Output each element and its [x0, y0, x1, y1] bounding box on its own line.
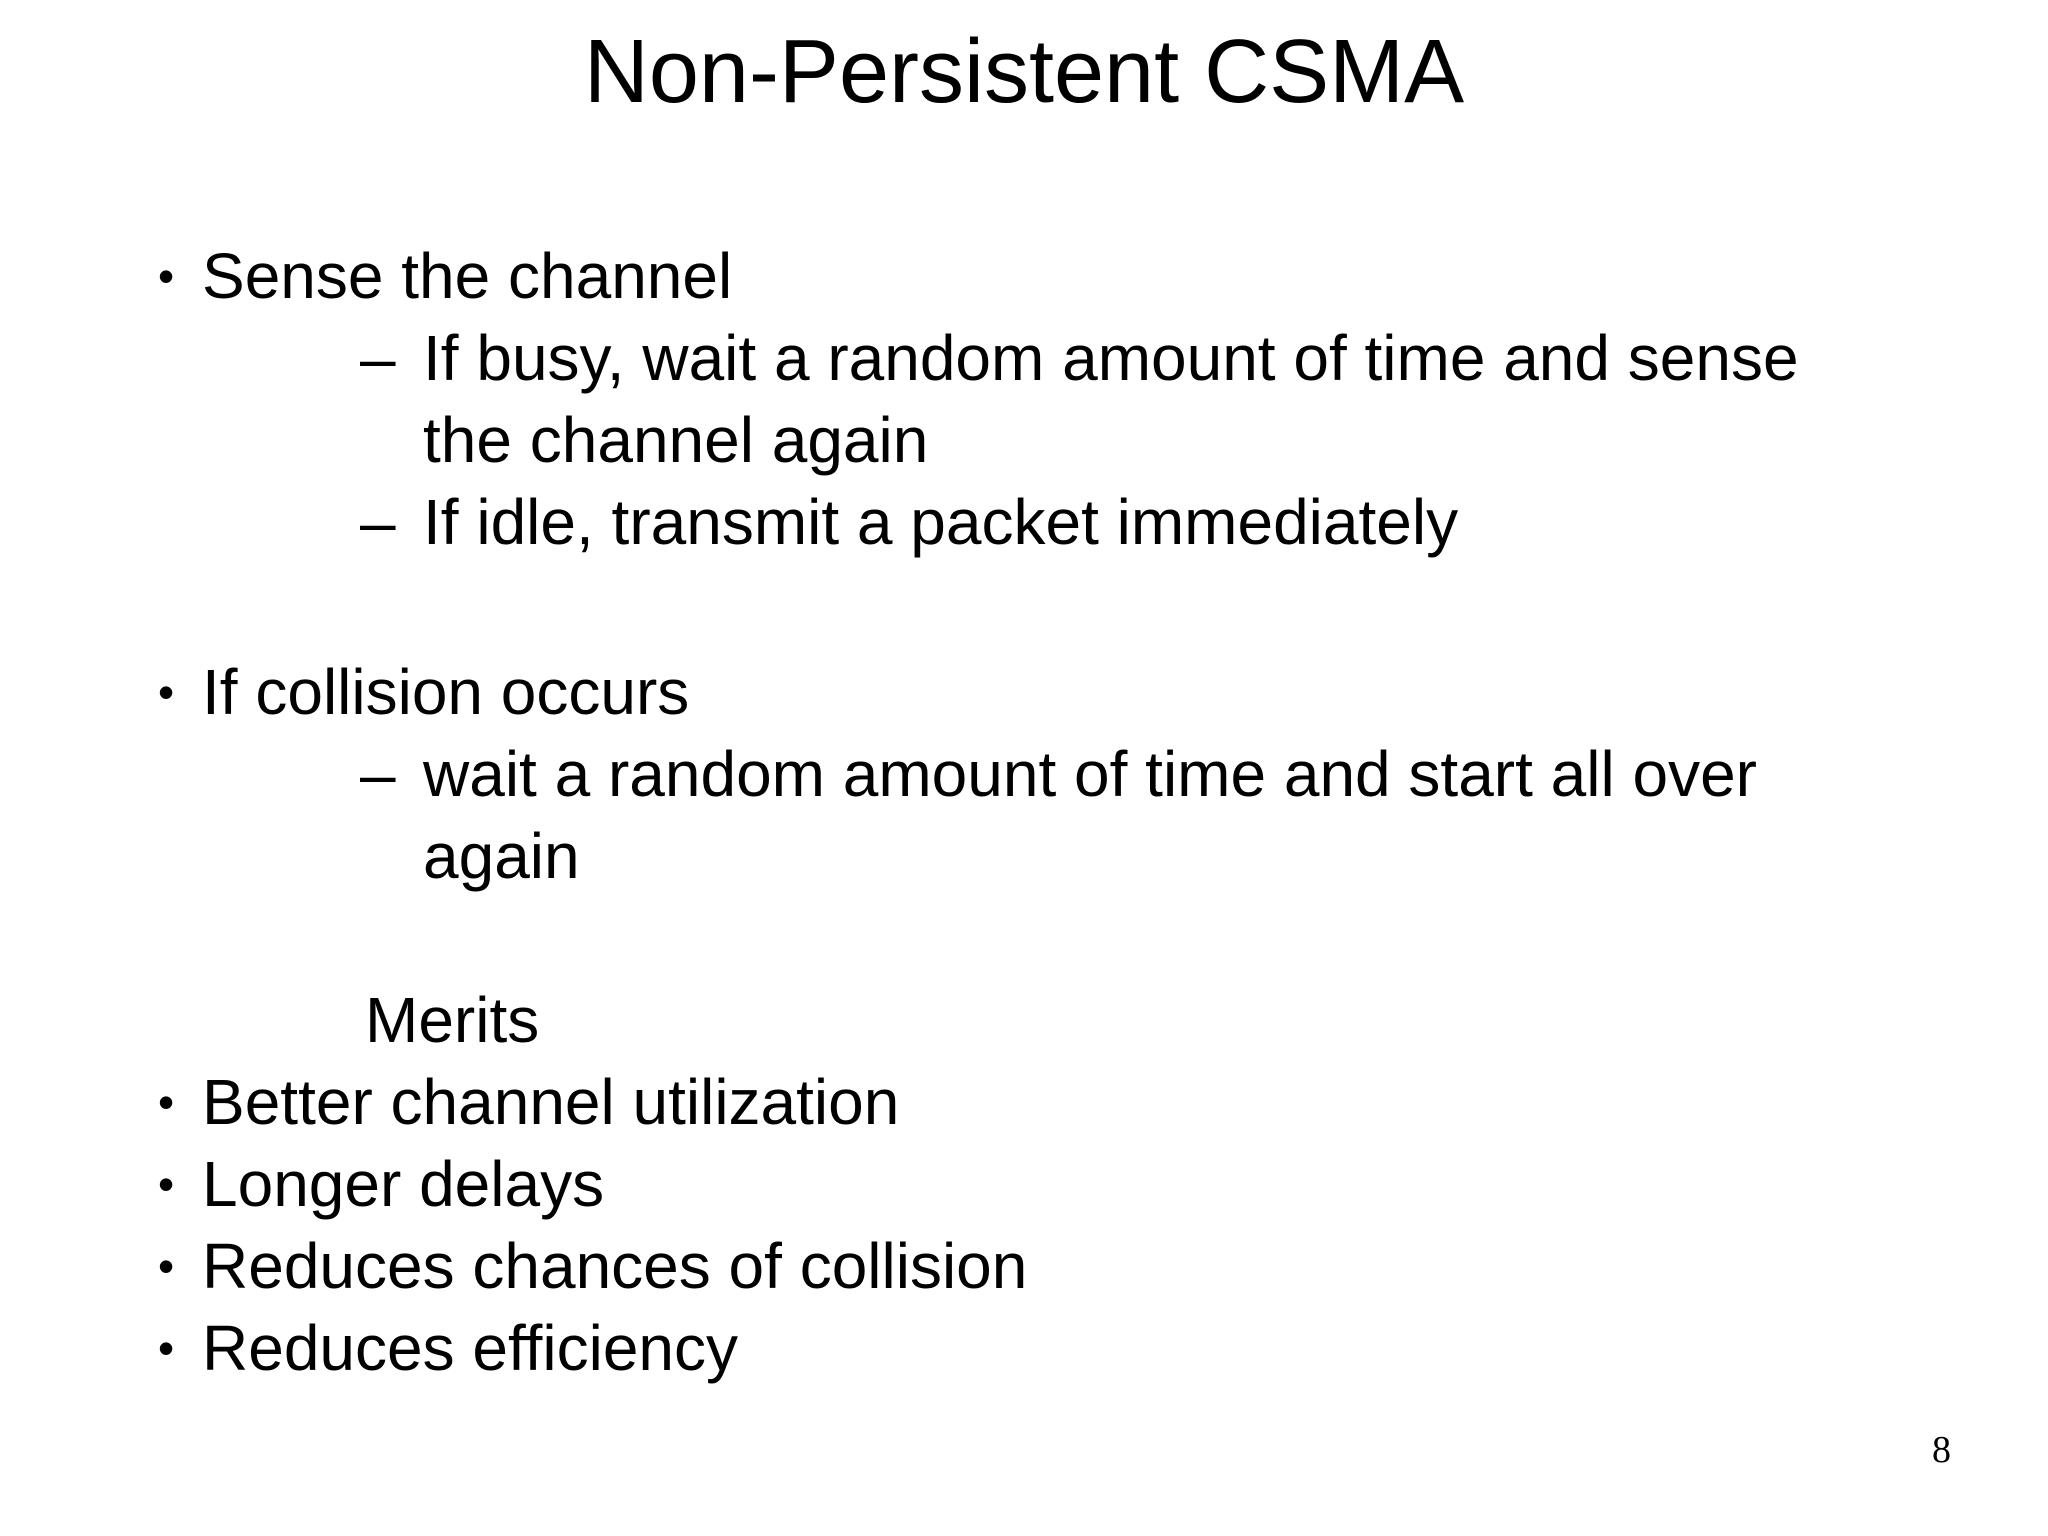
merit-item: Reduces chances of collision — [202, 1230, 1028, 1302]
sub-item-collision-wait: wait a random amount of time and start all over — [423, 738, 1757, 810]
bullet-sense-channel: Sense the channel — [202, 240, 733, 312]
sub-item-if-idle: If idle, transmit a packet immediately — [423, 486, 1459, 558]
bullet-icon: • — [158, 250, 175, 302]
slide-title: Non-Persistent CSMA — [583, 22, 1465, 122]
merit-item: Longer delays — [202, 1148, 605, 1220]
bullet-icon: • — [158, 1240, 175, 1292]
page-number: 8 — [1932, 1429, 1951, 1471]
merit-item: Better channel utilization — [202, 1066, 900, 1138]
merit-item: Reduces efficiency — [202, 1312, 738, 1384]
merits-heading: Merits — [365, 984, 540, 1056]
dash-icon: – — [360, 486, 396, 558]
dash-icon: – — [360, 738, 396, 810]
sub-item-if-busy: If busy, wait a random amount of time and sense — [423, 322, 1799, 394]
bullet-icon: • — [158, 1158, 175, 1210]
sub-item-if-busy-cont: the channel again — [423, 404, 929, 476]
bullet-collision: If collision occurs — [202, 656, 690, 728]
dash-icon: – — [360, 322, 396, 394]
bullet-icon: • — [158, 1076, 175, 1128]
bullet-icon: • — [158, 666, 175, 718]
bullet-icon: • — [158, 1322, 175, 1374]
sub-item-collision-wait-cont: again — [423, 820, 580, 892]
